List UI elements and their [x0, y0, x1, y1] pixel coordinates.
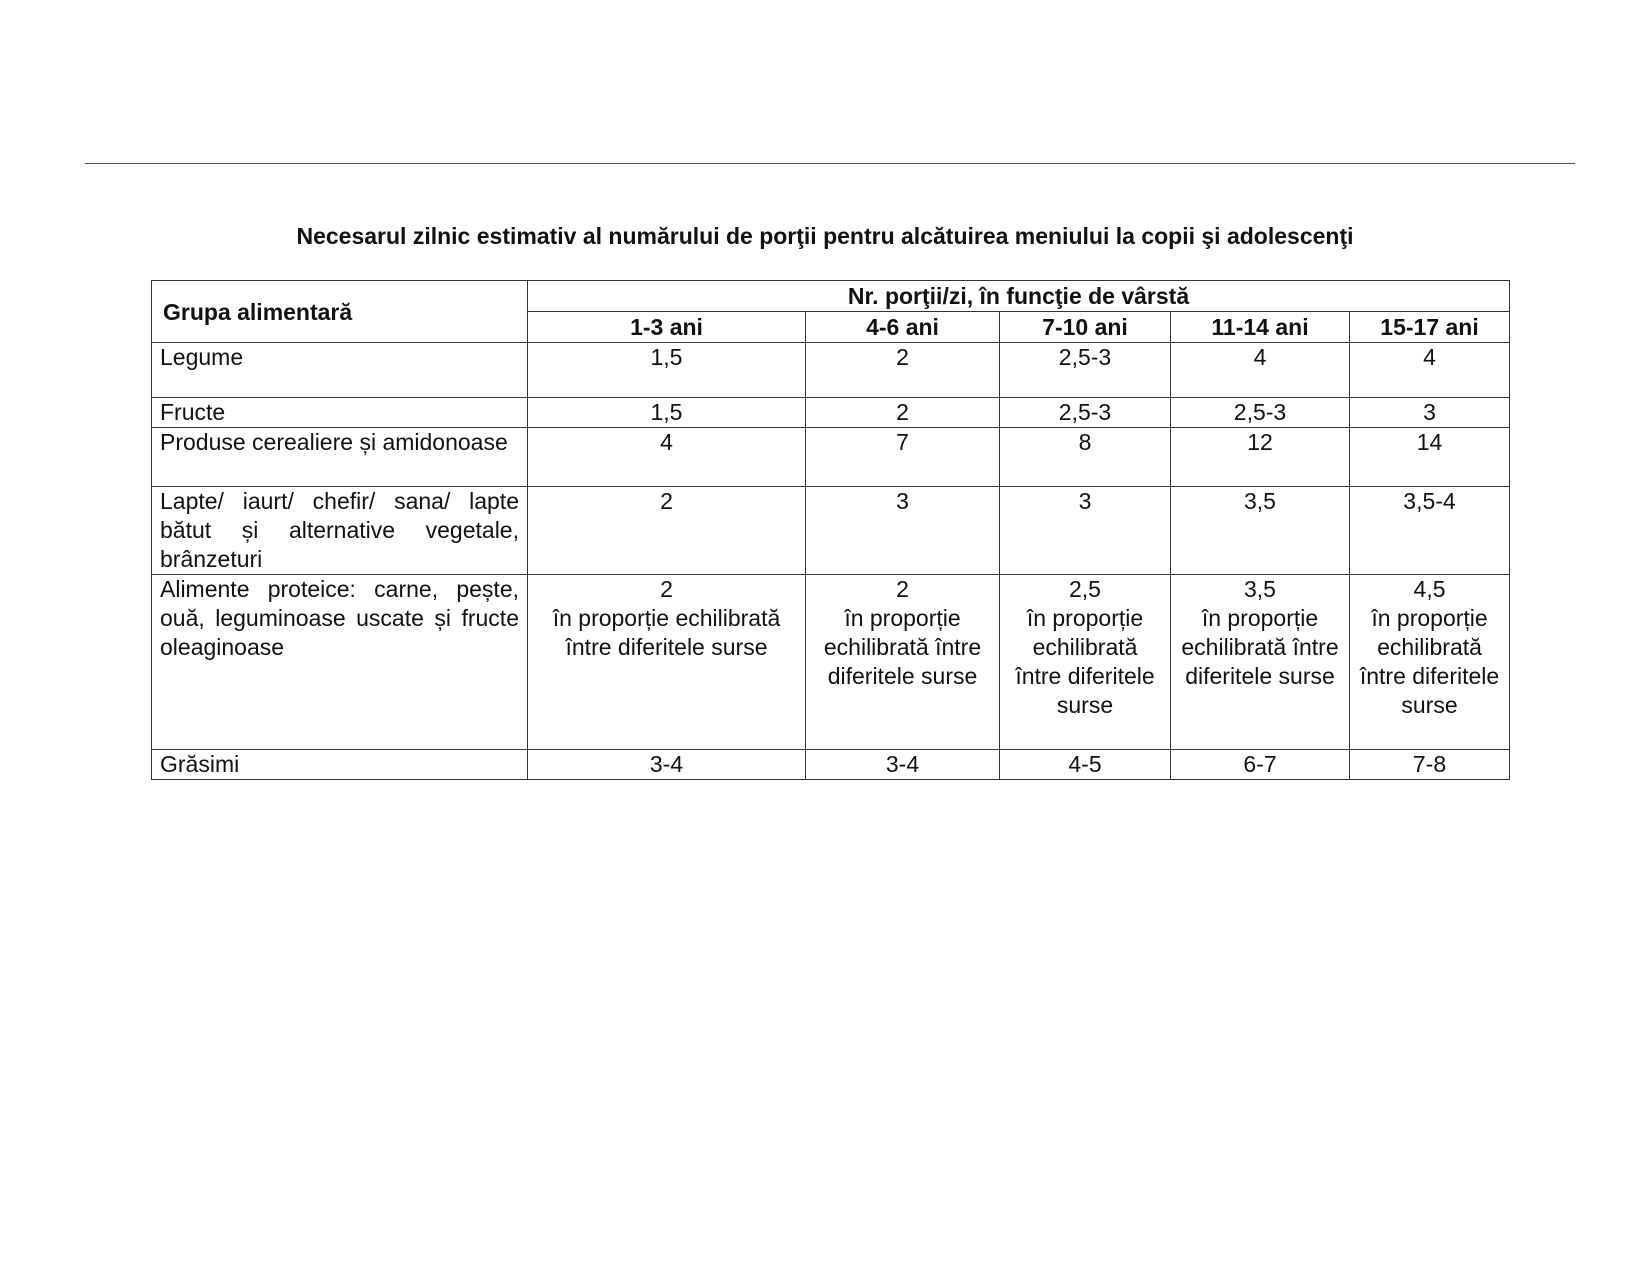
portion-value: 3,5: [1244, 576, 1276, 602]
group-column-header: Grupa alimentară: [152, 281, 528, 343]
age-column-header: Nr. porţii/zi, în funcţie de vârstă: [528, 281, 1510, 312]
portion-cell: 2: [806, 398, 1000, 428]
header-rule: [85, 163, 1575, 164]
portion-value: 4,5: [1413, 576, 1446, 602]
portion-cell: [1350, 575, 1510, 750]
portion-cell: 6-7: [1171, 750, 1350, 780]
portion-cell: [1000, 575, 1171, 750]
portion-cell: 8: [1000, 428, 1171, 487]
age-group-header: 15-17 ani: [1350, 312, 1510, 343]
table-row: [152, 575, 1510, 750]
food-group-cell: Legume: [152, 343, 528, 398]
portion-value: 2,5: [1069, 576, 1101, 602]
food-group-cell: Lapte/ iaurt/ chefir/ sana/ lapte bătut și alternative vegetale, brânzeturi: [152, 487, 528, 575]
header-row-1: [152, 281, 1510, 312]
portion-cell: 3,5: [1171, 487, 1350, 575]
table-row: [152, 343, 1510, 398]
portion-note: în proporție echilibrată între diferitele surse: [552, 605, 781, 660]
age-group-header: 11-14 ani: [1171, 312, 1350, 343]
portion-cell: 3-4: [806, 750, 1000, 780]
food-group-cell: Fructe: [152, 398, 528, 428]
portion-cell: 7: [806, 428, 1000, 487]
portion-cell: [806, 575, 1000, 750]
portion-note: în proporție echilibrată între diferitele surse: [1359, 605, 1500, 718]
portion-cell: 4: [1350, 343, 1510, 398]
portion-cell: 4: [1171, 343, 1350, 398]
table-row: [152, 428, 1510, 487]
portion-cell: 1,5: [528, 343, 806, 398]
portion-cell: 3: [806, 487, 1000, 575]
food-group-cell: Produse cerealiere și amidonoase: [152, 428, 528, 487]
portion-cell: 4-5: [1000, 750, 1171, 780]
portion-cell: 2: [528, 487, 806, 575]
portions-table: [151, 280, 1510, 780]
portion-cell: [1171, 575, 1350, 750]
portion-cell: 12: [1171, 428, 1350, 487]
food-group-cell: Alimente proteice: carne, pește, ouă, leguminoase uscate și fructe oleaginoase: [152, 575, 528, 750]
portion-cell: 3,5-4: [1350, 487, 1510, 575]
portion-cell: 3: [1350, 398, 1510, 428]
portion-note: în proporție echilibrată între diferitele surse: [823, 605, 982, 689]
portion-cell: 2,5-3: [1171, 398, 1350, 428]
document-title: Necesarul zilnic estimativ al numărului de porţii pentru alcătuirea meniului la copii şi adolescenţi: [296, 223, 1354, 249]
portion-cell: 3-4: [528, 750, 806, 780]
age-group-header: 4-6 ani: [806, 312, 1000, 343]
portion-cell: 14: [1350, 428, 1510, 487]
portion-cell: 4: [528, 428, 806, 487]
portion-cell: 3: [1000, 487, 1171, 575]
portion-cell: 2,5-3: [1000, 343, 1171, 398]
portion-cell: [528, 575, 806, 750]
portion-cell: 2,5-3: [1000, 398, 1171, 428]
food-group-cell: Grăsimi: [152, 750, 528, 780]
table-row: [152, 398, 1510, 428]
table-row: [152, 750, 1510, 780]
table-row: [152, 487, 1510, 575]
age-group-header: 7-10 ani: [1000, 312, 1171, 343]
portion-note: în proporție echilibrată între diferitele surse: [1181, 605, 1339, 689]
portion-cell: 1,5: [528, 398, 806, 428]
portion-value: 2: [660, 576, 673, 602]
age-group-header: 1-3 ani: [528, 312, 806, 343]
portion-note: în proporție echilibrată între diferitele surse: [1015, 605, 1155, 718]
portion-cell: 7-8: [1350, 750, 1510, 780]
portion-value: 2: [896, 576, 909, 602]
portion-cell: 2: [806, 343, 1000, 398]
